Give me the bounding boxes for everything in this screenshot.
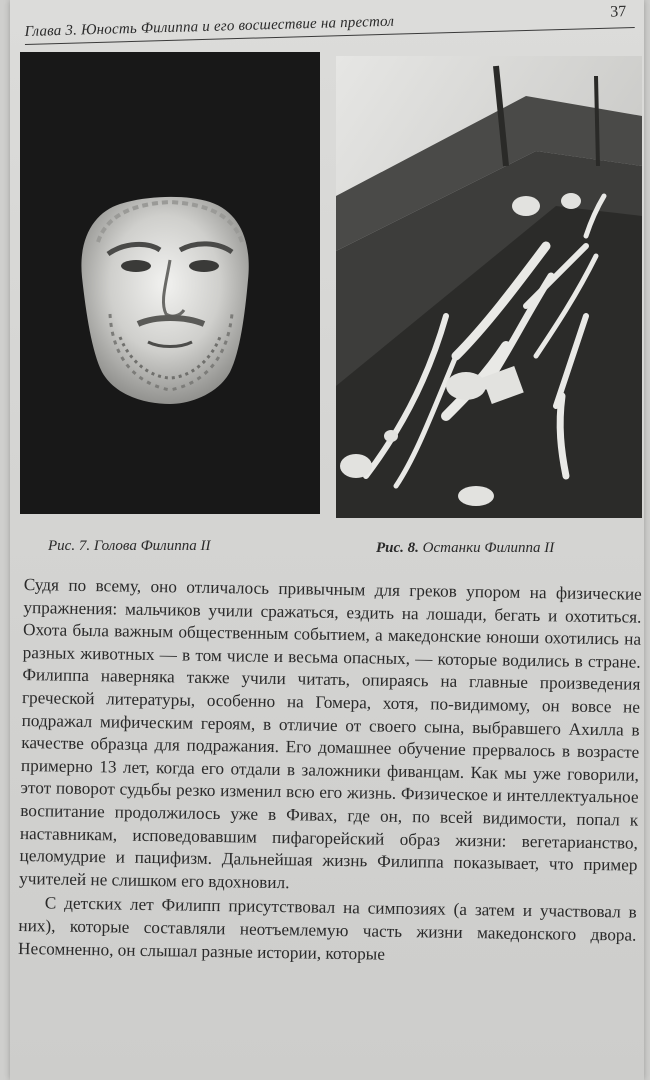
chapter-title: Глава 3. Юность Филиппа и его восшествие на престол: [24, 13, 395, 40]
figure-7-caption: [48, 538, 210, 555]
paragraph: С детских лет Филипп присутствовал на симпозиях (а затем и участвовал в них), которые составляли неотъемлемую часть жизни македонского двора. Несомненно, он слышал разные истории, которые: [17, 893, 637, 964]
skeleton-photo: [336, 56, 642, 518]
running-header: [24, 0, 635, 44]
figure-head-of-philip: [20, 52, 320, 514]
figure-remains-of-philip: [336, 56, 642, 518]
figure-7-label: Рис. 7.: [48, 538, 91, 554]
book-page: [10, 0, 644, 1080]
figure-8-label: Рис. 8.: [376, 540, 419, 556]
body-text: [18, 574, 642, 970]
figure-7-text: Голова Филиппа II: [93, 538, 211, 554]
paragraph: Судя по всему, оно отличалось привычным для греков упором на физические упражнения: мальчиков учили сражаться, ездить на лошади, бегать и охотиться. Охота была важным общественным событием, а македонские юноши охотились на разных животных — в том числе и весьма опасных, — которые водились в стране. Филиппа наверняка также учили читать, опираясь на главные произведения греческой литературы, особенно на Гомера, хотя, по-видимому, он вовсе не подражал мифическим героям, в отличие от своего сына, выбравшего Ахилла в качестве образца для подражания. Его домашнее обучение прервалось в возрасте примерно 13 лет, когда его отдали в заложники фиванцам. Как мы уже говорили, этот поворот судьбы резко изменил всю его жизнь. Физическое и интеллектуальное воспитание продолжилось уже в Фивах, где он, по всей видимости, попал к наставникам, исповедовавшим пифагорейский образ жизни: вегетарианство, целомудрие и пацифизм. Дальнейшая жизнь Филиппа показывает, что пример учителей не слишком его вдохновил.: [19, 574, 642, 892]
bust-photo: [20, 52, 320, 514]
page-number: 37: [610, 3, 627, 21]
figure-8-text: Останки Филиппа II: [422, 540, 555, 556]
figure-8-caption: [376, 540, 554, 557]
